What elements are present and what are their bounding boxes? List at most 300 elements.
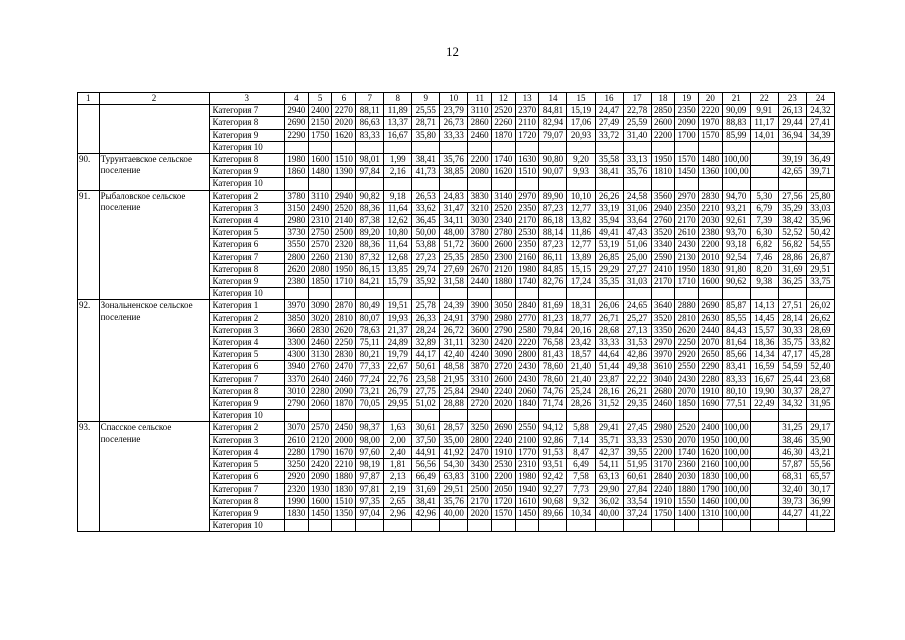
value-cell: 86,18 [539,215,567,227]
value-cell: 77,33 [356,361,384,373]
value-cell: 2860 [468,117,492,129]
value-cell: 54,55 [806,239,834,251]
value-cell: 11,64 [384,239,412,251]
value-cell: 36,02 [595,495,623,507]
value-cell: 2080 [308,263,332,275]
value-cell: 29,95 [384,398,412,410]
value-cell: 2650 [699,349,723,361]
value-cell: 2470 [468,446,492,458]
value-cell [750,154,778,166]
value-cell: 52,40 [806,361,834,373]
value-cell [675,288,699,300]
category-cell: Категория 6 [209,471,284,483]
value-cell: 1570 [699,129,723,141]
value-cell: 27,23 [412,251,440,263]
value-cell: 2800 [285,251,309,263]
header-cell: 9 [412,93,440,105]
value-cell: 1510 [332,154,356,166]
value-cell: 83,33 [722,373,750,385]
value-cell: 97,84 [356,166,384,178]
value-cell: 1830 [699,471,723,483]
value-cell: 26,87 [806,251,834,263]
value-cell [492,288,516,300]
value-cell: 33,19 [595,202,623,214]
value-cell: 50,42 [806,227,834,239]
value-cell: 3970 [285,300,309,312]
value-cell: 1450 [308,507,332,519]
value-cell: 55,56 [806,459,834,471]
value-cell: 35,29 [778,202,806,214]
value-cell: 76,58 [539,337,567,349]
value-cell: 2760 [651,215,675,227]
value-cell: 1480 [308,166,332,178]
value-cell: 39,55 [623,446,651,458]
value-cell: 2430 [515,373,539,385]
value-cell: 25,84 [440,385,468,397]
value-cell: 3150 [285,202,309,214]
value-cell: 92,86 [539,434,567,446]
value-cell [492,410,516,422]
value-cell: 46,30 [778,446,806,458]
table-row [78,300,835,312]
header-cell: 16 [595,93,623,105]
value-cell: 89,66 [539,507,567,519]
value-cell: 2370 [515,105,539,117]
value-cell: 1910 [699,385,723,397]
value-cell: 2840 [651,471,675,483]
value-cell: 91,80 [722,263,750,275]
value-cell: 100,00 [723,422,749,433]
value-cell: 34,39 [806,129,834,141]
value-cell: 92,42 [539,471,567,483]
value-cell: 2810 [332,312,356,324]
value-cell: 41,22 [806,507,834,519]
value-cell: 2130 [675,251,699,263]
value-cell: 2380 [285,276,309,288]
value-cell: 24,89 [384,337,412,349]
value-cell: 8,47 [567,446,595,458]
value-cell: 49,38 [623,361,651,373]
value-cell: 2880 [675,300,699,312]
value-cell: 1840 [515,398,539,410]
value-cell [356,520,384,532]
value-cell: 93,21 [722,202,750,214]
value-cell [778,141,806,153]
value-cell: 28,57 [440,422,468,434]
value-cell: 77,51 [722,398,750,410]
value-cell: 3020 [308,312,332,324]
header-cell: 19 [675,93,699,105]
value-cell: 20,93 [567,129,595,141]
value-cell: 2430 [515,361,539,373]
value-cell: 1910 [651,495,675,507]
value-cell: 2520 [492,202,516,214]
value-cell: 2120 [492,263,516,275]
value-cell: 54,11 [595,459,623,471]
value-cell: 28,16 [595,385,623,397]
value-cell: 6,82 [750,239,778,251]
value-cell [675,410,699,422]
value-cell: 2450 [332,422,356,434]
value-cell: 90,09 [722,105,750,117]
value-cell: 2350 [675,202,699,214]
value-cell: 80,21 [356,349,384,361]
value-cell: 94,70 [722,190,750,202]
category-cell: Категория 1 [209,300,284,312]
value-cell: 5,88 [567,422,595,434]
value-cell: 2170 [515,215,539,227]
value-cell: 2790 [285,398,309,410]
value-cell: 2830 [332,349,356,361]
value-cell: 32,89 [412,337,440,349]
value-cell: 17,24 [567,276,595,288]
value-cell: 2030 [699,215,723,227]
header-cell: 7 [356,93,384,105]
value-cell: 2830 [699,190,723,202]
value-cell: 89,90 [539,190,567,202]
value-cell: 2530 [651,434,675,446]
value-cell: 25,55 [412,105,440,117]
value-cell: 2940 [332,190,356,202]
value-cell: 97,04 [356,507,384,519]
category-cell: Категория 4 [209,337,284,349]
value-cell: 3100 [468,471,492,483]
value-cell [623,141,651,153]
category-cell: Категория 8 [209,263,284,275]
value-cell: 2430 [675,373,699,385]
value-cell: 40,00 [595,507,623,519]
value-cell [750,483,778,495]
value-cell: 1570 [675,154,699,166]
value-cell: 23,79 [440,105,468,117]
value-cell: 1710 [675,276,699,288]
value-cell: 28,86 [778,251,806,263]
value-cell: 27,75 [412,385,440,397]
value-cell: 2140 [332,215,356,227]
value-cell: 1880 [492,276,516,288]
value-cell: 2570 [308,422,332,434]
value-cell: 28,24 [412,324,440,336]
value-cell: 33,54 [623,495,651,507]
value-cell: 2640 [308,373,332,385]
value-cell: 2300 [492,251,516,263]
value-cell: 1930 [308,483,332,495]
value-cell: 40,00 [440,507,468,519]
value-cell: 2360 [675,459,699,471]
value-cell: 2280 [699,373,723,385]
value-cell: 3600 [468,239,492,251]
value-cell [806,178,834,190]
value-cell: 3970 [651,349,675,361]
value-cell: 1600 [308,154,332,166]
value-cell [308,410,332,422]
value-cell [567,178,595,190]
value-cell: 12,77 [567,202,595,214]
value-cell [468,178,492,190]
value-cell: 97,60 [356,446,384,458]
value-cell: 100,00 [723,459,749,470]
value-cell [468,520,492,532]
value-cell [468,410,492,422]
value-cell: 88,14 [539,227,567,239]
value-cell: 26,73 [440,117,468,129]
value-cell: 3210 [468,202,492,214]
value-cell: 78,60 [539,361,567,373]
category-cell: Категория 7 [209,105,284,117]
value-cell: 78,60 [539,373,567,385]
value-cell: 1940 [515,483,539,495]
value-cell [623,178,651,190]
value-cell: 15,15 [567,263,595,275]
value-cell: 2000 [332,434,356,446]
value-cell: 26,53 [412,190,440,202]
header-cell: 18 [651,93,675,105]
value-cell: 1570 [492,507,516,519]
value-cell: 3370 [285,373,309,385]
value-cell: 38,42 [778,215,806,227]
table-header-row [78,93,835,105]
value-cell [412,141,440,153]
value-cell: 35,76 [440,495,468,507]
value-cell: 25,80 [806,190,834,202]
category-cell: Категория 10 [209,410,284,422]
value-cell: 2200 [651,129,675,141]
value-cell: 27,84 [623,483,651,495]
value-cell: 1990 [285,495,309,507]
value-cell [412,178,440,190]
value-cell: 100,00 [723,471,749,482]
value-cell: 27,69 [440,263,468,275]
category-cell: Категория 9 [209,507,284,519]
value-cell: 3030 [468,215,492,227]
value-cell: 100,00 [723,507,749,518]
value-cell: 3090 [308,300,332,312]
value-cell [440,520,468,532]
value-cell: 3940 [285,361,309,373]
value-cell: 44,91 [412,446,440,458]
value-cell: 23,68 [806,373,834,385]
value-cell [356,410,384,422]
category-cell: Категория 9 [209,129,284,141]
value-cell: 36,25 [778,276,806,288]
value-cell: 2810 [675,312,699,324]
value-cell: 1880 [332,471,356,483]
header-cell: 14 [539,93,567,105]
value-cell [515,288,539,300]
value-cell: 42,65 [778,166,806,178]
value-cell: 2060 [515,385,539,397]
value-cell: 2350 [515,202,539,214]
value-cell: 2800 [468,434,492,446]
category-cell: Категория 4 [209,215,284,227]
value-cell: 10,34 [567,507,595,519]
value-cell: 3550 [285,239,309,251]
value-cell: 1720 [515,129,539,141]
value-cell [285,520,309,532]
value-cell: 3830 [468,190,492,202]
value-cell: 23,87 [595,373,623,385]
value-cell: 26,06 [595,300,623,312]
value-cell: 80,07 [356,312,384,324]
value-cell [332,410,356,422]
value-cell: 2420 [492,337,516,349]
settlement-number: 93. [78,422,100,532]
value-cell: 14,01 [750,129,778,141]
value-cell: 1610 [515,495,539,507]
value-cell: 2430 [675,239,699,251]
value-cell: 1980 [515,263,539,275]
value-cell: 2170 [675,215,699,227]
value-cell: 1510 [515,166,539,178]
value-cell: 2980 [492,312,516,324]
value-cell: 2980 [651,422,675,434]
value-cell: 10,10 [567,190,595,202]
value-cell: 18,57 [567,349,595,361]
value-cell: 24,39 [440,300,468,312]
value-cell: 2340 [492,215,516,227]
value-cell: 47,43 [623,227,651,239]
value-cell [651,178,675,190]
value-cell [722,520,750,532]
value-cell: 41,73 [412,166,440,178]
value-cell: 2690 [285,117,309,129]
settlement-name: Спасское сельское поселение [99,422,209,532]
value-cell: 33,62 [412,202,440,214]
value-cell [699,520,723,532]
value-cell: 3050 [492,300,516,312]
value-cell: 51,44 [595,361,623,373]
value-cell: 3560 [651,190,675,202]
category-cell: Категория 8 [209,154,284,166]
value-cell: 100,00 [723,154,749,165]
value-cell [675,520,699,532]
value-cell: 2550 [515,422,539,434]
value-cell: 89,20 [356,227,384,239]
value-cell: 2670 [468,263,492,275]
table-row [78,154,835,166]
value-cell: 3780 [285,190,309,202]
value-cell [515,410,539,422]
header-cell: 1 [78,93,100,105]
header-cell: 21 [722,93,750,105]
value-cell: 2520 [332,202,356,214]
value-cell: 31,06 [623,202,651,214]
value-cell: 25,00 [623,251,651,263]
category-cell: Категория 6 [209,361,284,373]
value-cell [332,141,356,153]
value-cell: 2870 [332,300,356,312]
value-cell: 1,81 [384,459,412,471]
value-cell: 26,21 [623,385,651,397]
value-cell [539,288,567,300]
value-cell [515,178,539,190]
value-cell: 7,39 [750,215,778,227]
value-cell: 2020 [468,507,492,519]
value-cell: 51,72 [440,239,468,251]
value-cell: 2410 [651,263,675,275]
value-cell: 2240 [492,385,516,397]
value-cell: 48,58 [440,361,468,373]
value-cell: 3600 [468,324,492,336]
value-cell: 34,32 [778,398,806,410]
header-cell: 4 [285,93,309,105]
value-cell: 2970 [651,337,675,349]
category-cell: Категория 3 [209,324,284,336]
value-cell [515,141,539,153]
value-cell [567,410,595,422]
data-table [77,92,835,532]
value-cell: 1510 [332,495,356,507]
header-cell: 24 [806,93,834,105]
value-cell: 27,45 [623,422,651,434]
value-cell: 1710 [332,276,356,288]
value-cell: 90,62 [722,276,750,288]
value-cell: 2940 [651,202,675,214]
value-cell: 2580 [515,324,539,336]
value-cell: 31,47 [440,202,468,214]
value-cell: 2,16 [384,166,412,178]
value-cell: 31,69 [778,263,806,275]
value-cell: 3170 [651,459,675,471]
value-cell: 3090 [492,349,516,361]
value-cell: 3340 [651,239,675,251]
value-cell: 13,85 [384,263,412,275]
value-cell: 38,41 [412,495,440,507]
value-cell [651,288,675,300]
value-cell: 1950 [651,154,675,166]
value-cell: 30,17 [806,483,834,495]
value-cell: 81,23 [539,312,567,324]
value-cell: 3870 [468,361,492,373]
value-cell: 87,23 [539,239,567,251]
value-cell: 2940 [468,385,492,397]
value-cell: 1950 [675,263,699,275]
value-cell: 3790 [468,312,492,324]
value-cell: 1550 [675,495,699,507]
value-cell [595,410,623,422]
value-cell: 1390 [332,166,356,178]
value-cell: 2760 [308,361,332,373]
value-cell: 19,93 [384,312,412,324]
value-cell: 26,85 [595,251,623,263]
value-cell: 85,99 [722,129,750,141]
value-cell: 24,32 [806,105,834,117]
value-cell: 23,42 [567,337,595,349]
value-cell: 1980 [285,154,309,166]
value-cell: 27,27 [623,263,651,275]
value-cell: 3900 [468,300,492,312]
category-cell: Категория 8 [209,495,284,507]
value-cell [806,520,834,532]
value-cell: 2200 [651,446,675,458]
value-cell: 2440 [468,276,492,288]
value-cell: 45,28 [806,349,834,361]
value-cell: 2310 [308,215,332,227]
value-cell: 29,41 [595,422,623,434]
value-cell: 2070 [675,434,699,446]
value-cell: 3780 [468,227,492,239]
value-cell [440,141,468,153]
value-cell: 4300 [285,349,309,361]
value-cell: 80,49 [356,300,384,312]
value-cell: 60,61 [623,471,651,483]
value-cell [308,141,332,153]
value-cell: 28,14 [778,312,806,324]
value-cell [356,288,384,300]
page-number: 12 [446,44,459,59]
value-cell: 25,27 [623,312,651,324]
value-cell: 25,24 [567,385,595,397]
